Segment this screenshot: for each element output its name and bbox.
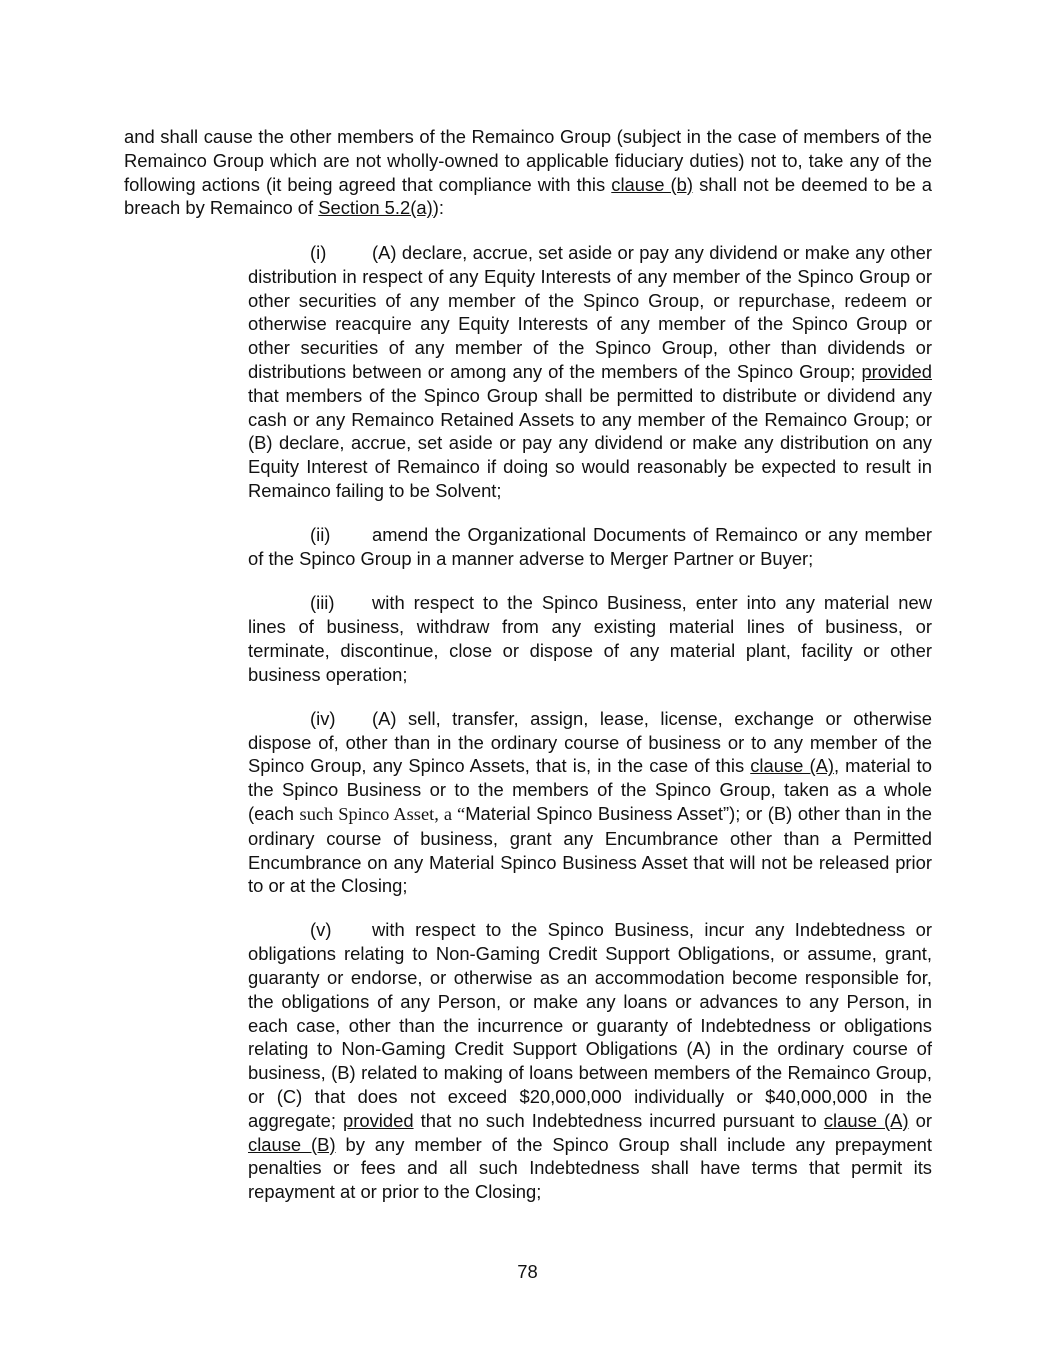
item-number: (v) xyxy=(310,919,332,941)
covenant-list xyxy=(248,241,932,1224)
clause-a-reference: clause (A) xyxy=(823,1109,909,1131)
item-text: by any member of the Spinco Group shall include any prepayment penalties or fees and all such Indebtedness shall have terms that permit its repayment at or prior to the Closing; xyxy=(248,1133,932,1203)
item-number: (ii) xyxy=(310,524,331,546)
list-item-iii xyxy=(248,591,932,686)
item-number: (iv) xyxy=(310,707,336,729)
item-text: or xyxy=(908,1109,932,1131)
item-number: (i) xyxy=(310,242,327,263)
item-text: that no such Indebtedness incurred pursuant to xyxy=(413,1109,824,1131)
item-text: , material to the Spinco Business or to the members of the Spinco Group, taken as a whole (each xyxy=(248,755,932,824)
item-text: with respect to the Spinco Business, incur any Indebtedness or obligations relating to Non-Gaming Credit Support Obligations, or assume, grant, guaranty or endorse, or otherwise as an accommodation become responsible for, the obligations of any Person, or make any loans or advances to any Person, in each case, other than the incurrence or guaranty of Indebtedness or obligations relating to Non-Gaming Credit Support Obligations (A) in the ordinary course of business, (B) related to making of loans between members of the Remainco Group, or (C) that does not exceed $20,000,000 individually or $40,000,000 in the aggregate; xyxy=(248,919,932,1131)
item-text: that members of the Spinco Group shall be permitted to distribute or dividend any cash or any Remainco Retained Assets to any member of the Remainco Group; or (B) declare, accrue, set aside or pay any dividend or make any distribution on any Equity Interest of Remainco if doing so would reasonably be expected to result in Remainco failing to be Solvent; xyxy=(248,384,932,501)
provided-term: provided xyxy=(861,360,932,382)
provided-term: provided xyxy=(343,1109,414,1131)
item-text-serif: such Spinco Asset, a “ xyxy=(299,803,466,824)
list-item-ii xyxy=(248,523,932,571)
section-reference: Section 5.2(a) xyxy=(318,197,433,219)
page-number: 78 xyxy=(517,1261,538,1282)
item-text: amend the Organizational Documents of Remainco or any member of the Spinco Group in a manner adverse to Merger Partner or Buyer; xyxy=(248,524,932,569)
item-text: Material Spinco Business Asset”); or (B) other than in the ordinary course of business, grant any Encumbrance other than a Permitted Encumbrance on any Material Spinco Business Asset that will not be released prior to or at the Closing; xyxy=(248,802,932,897)
clause-b-reference: clause (B) xyxy=(248,1133,336,1155)
intro-paragraph xyxy=(124,125,932,220)
intro-text: and shall cause the other members of the Remainco Group (subject in the case of members of the Remainco Group which are not wholly-owned to applicable fiduciary duties) not to, take any of the following actions (it being agreed that compliance with this xyxy=(124,126,932,195)
list-item-v xyxy=(248,918,932,1204)
item-number: (iii) xyxy=(310,592,335,614)
intro-text: shall not be deemed to be a breach by Remainco of xyxy=(124,173,932,219)
item-text: (A) declare, accrue, set aside or pay any dividend or make any other distribution in respect of any Equity Interests of any member of the Spinco Group or other securities of any member of the Spinco Group, or repurchase, redeem or otherwise reacquire any Equity Interests of any member of the Spinco Group or other securities of any member of the Spinco Group, other than dividends or distributions between or among any of the members of the Spinco Group; xyxy=(248,242,932,382)
item-text: (A) sell, transfer, assign, lease, license, exchange or otherwise dispose of, other than in the ordinary course of business or to any member of the Spinco Group, any Spinco Assets, that is, in the case of this xyxy=(248,707,932,777)
list-item-iv xyxy=(248,707,932,898)
clause-a-reference: clause (A) xyxy=(750,755,834,777)
item-text: with respect to the Spinco Business, enter into any material new lines of business, withdraw from any existing material lines of business, or terminate, discontinue, close or dispose of any material plant, facility or other business operation; xyxy=(248,592,932,685)
intro-text: ): xyxy=(432,197,444,219)
list-item-i xyxy=(248,241,932,503)
clause-b-reference: clause (b) xyxy=(611,173,694,195)
